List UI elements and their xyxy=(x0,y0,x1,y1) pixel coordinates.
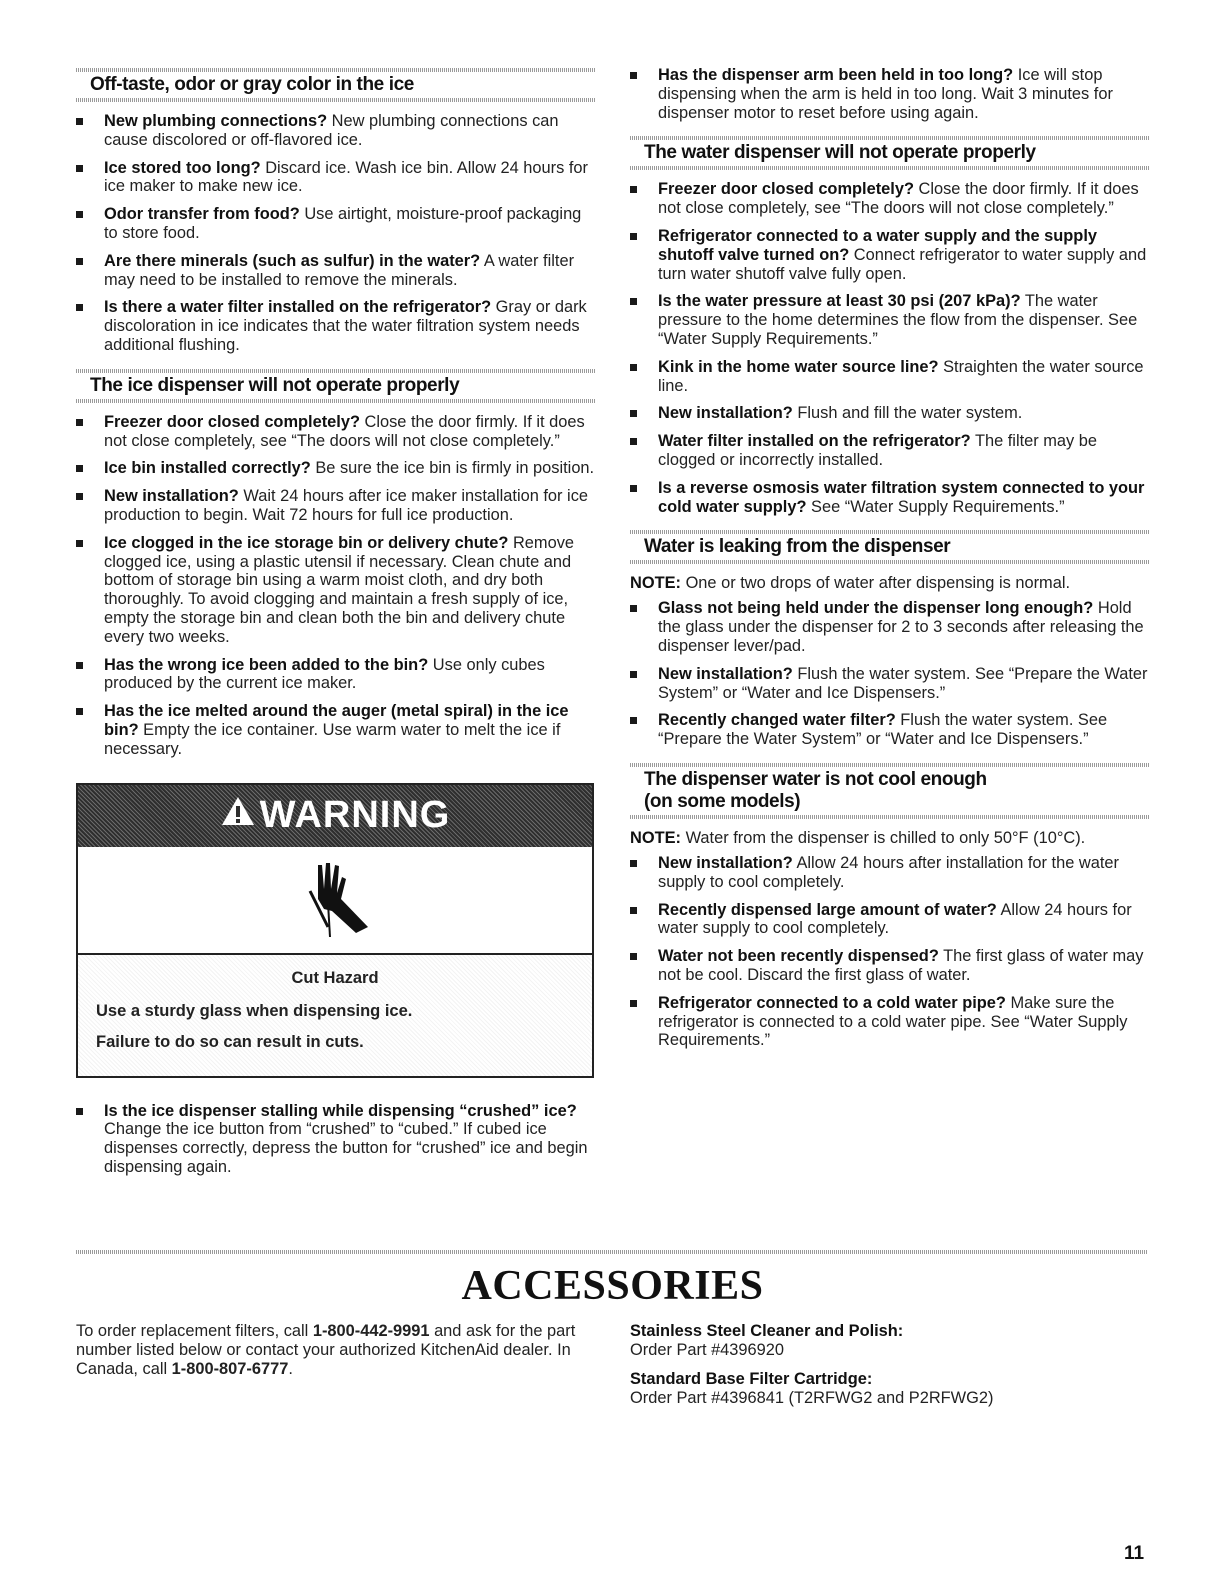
item-answer: A water filter may need to be installed to remove the minerals. xyxy=(104,251,575,289)
item-question: New plumbing connections? xyxy=(104,112,328,130)
item-answer: Use only cubes produced by the current ice maker. xyxy=(104,655,545,693)
intro-text: . xyxy=(288,1360,293,1378)
item-question: Is the water pressure at least 30 psi (207 kPa)? xyxy=(658,292,1021,311)
item-question: Is the ice dispenser stalling while dispensing “crushed” ice? xyxy=(104,1101,577,1120)
item-question: Water filter installed on the refrigerator? xyxy=(658,432,971,451)
accessory-name: Standard Base Filter Cartridge: xyxy=(630,1370,873,1388)
item-question: Kink in the home water source line? xyxy=(658,357,939,376)
note-text: Water from the dispenser is chilled to only 50°F (10°C). xyxy=(685,828,1086,847)
phone-number-us: 1-800-442-9991 xyxy=(312,1322,430,1340)
list-item xyxy=(76,159,596,197)
left-column xyxy=(76,68,596,1191)
page-number: 11 xyxy=(1124,1543,1145,1564)
item-question: Refrigerator connected to a cold water pipe? xyxy=(658,993,1006,1012)
item-question: Ice bin installed correctly? xyxy=(104,459,311,478)
warning-line: Use a sturdy glass when dispensing ice. xyxy=(96,1001,413,1020)
list-item xyxy=(630,180,1150,218)
item-question: Is a reverse osmosis water filtration system connected to your cold water supply? xyxy=(658,478,1145,516)
item-answer: Be sure the ice bin is firmly in position. xyxy=(315,459,595,478)
warning-title: Cut Hazard xyxy=(291,968,379,987)
item-answer: Flush and fill the water system. xyxy=(797,404,1023,423)
item-question: Odor transfer from food? xyxy=(104,205,300,224)
list-item xyxy=(76,112,596,150)
troubleshoot-list xyxy=(630,854,1150,1050)
troubleshoot-list xyxy=(76,1102,596,1177)
section-heading-line: The dispenser water is not cool enough xyxy=(644,768,987,790)
note-label: NOTE: xyxy=(630,828,681,847)
item-question: New installation? xyxy=(658,853,793,872)
item-answer: Hold the glass under the dispenser for 2 to 3 seconds after releasing the dispenser lever/pad. xyxy=(658,599,1144,655)
item-answer: Empty the ice container. Use warm water to melt the ice if necessary. xyxy=(104,720,561,758)
section-heading-line: (on some models) xyxy=(644,790,801,812)
item-question: Recently dispensed large amount of water? xyxy=(658,900,997,919)
item-answer: Flush the water system. See “Prepare the Water System” or “Water and Ice Dispensers.” xyxy=(658,664,1148,702)
warning-banner xyxy=(78,785,592,847)
item-answer: See “Water Supply Requirements.” xyxy=(811,497,1065,516)
item-answer: Ice will stop dispensing when the arm is held in too long. Wait 3 minutes for dispenser motor to reset before using again. xyxy=(658,66,1113,122)
cut-hazard-icon xyxy=(78,847,592,955)
item-answer: Change the ice button from “crushed” to “cubed.” If cubed ice dispenses correctly, depress the button for “crushed” ice and begin dispensing again. xyxy=(104,1120,588,1176)
warning-box xyxy=(76,783,594,1078)
accessories-list xyxy=(630,1322,1150,1418)
phone-number-canada: 1-800-807-6777 xyxy=(171,1360,289,1378)
list-item xyxy=(76,252,596,290)
list-item xyxy=(630,947,1150,985)
accessory-item xyxy=(630,1370,1150,1408)
item-answer: Make sure the refrigerator is connected to a cold water pipe. See “Water Supply Requirements.” xyxy=(658,993,1128,1050)
item-answer: Allow 24 hours for water supply to cool completely. xyxy=(658,900,1132,938)
list-item xyxy=(76,656,596,694)
list-item xyxy=(630,292,1150,348)
item-question: Is there a water filter installed on the refrigerator? xyxy=(104,298,492,317)
item-answer: Flush the water system. See “Prepare the Water System” or “Water and Ice Dispensers.” xyxy=(658,711,1108,749)
accessory-part: Order Part #4396841 (T2RFWG2 and P2RFWG2) xyxy=(630,1389,994,1407)
list-item xyxy=(630,854,1150,892)
note xyxy=(630,574,1150,593)
accessory-name: Stainless Steel Cleaner and Polish: xyxy=(630,1322,904,1340)
item-answer: Discard ice. Wash ice bin. Allow 24 hours for ice maker to make new ice. xyxy=(104,158,588,196)
item-answer: Use airtight, moisture-proof packaging to store food. xyxy=(104,205,582,242)
note xyxy=(630,829,1150,848)
list-item xyxy=(76,534,596,647)
item-answer: Allow 24 hours after installation for the water supply to cool completely. xyxy=(658,853,1119,891)
list-item xyxy=(630,665,1150,703)
list-item xyxy=(76,487,596,525)
section-heading: Water is leaking from the dispenser xyxy=(630,530,1150,564)
intro-text: To order replacement filters, call xyxy=(76,1322,313,1340)
item-answer: Straighten the water source line. xyxy=(658,357,1144,395)
warning-line: Failure to do so can result in cuts. xyxy=(96,1032,364,1051)
list-item xyxy=(76,702,596,758)
list-item xyxy=(76,1102,596,1177)
list-item xyxy=(630,901,1150,939)
note-text: One or two drops of water after dispensing is normal. xyxy=(685,574,1071,593)
item-answer: Close the door firmly. If it does not close completely, see “The doors will not close completely.” xyxy=(104,412,585,450)
list-item xyxy=(76,205,596,243)
item-question: New installation? xyxy=(658,404,793,423)
section-heading: Off-taste, odor or gray color in the ice xyxy=(76,68,596,102)
item-answer: Wait 24 hours after ice maker installation for ice production to begin. Wait 72 hours for full ice production. xyxy=(104,487,589,524)
note-label: NOTE: xyxy=(630,574,681,593)
item-question: Glass not being held under the dispenser long enough? xyxy=(658,599,1094,618)
list-item xyxy=(76,459,596,478)
intro-text: and ask for the part number listed below or contact your authorized KitchenAid dealer. In Canada, call xyxy=(76,1322,576,1378)
troubleshoot-list xyxy=(630,66,1150,122)
item-question: New installation? xyxy=(658,664,793,683)
accessory-part: Order Part #4396920 xyxy=(630,1341,784,1359)
item-answer: Close the door firmly. If it does not close completely, see “The doors will not close completely.” xyxy=(658,180,1139,218)
list-item xyxy=(76,413,596,451)
item-question: Freezer door closed completely? xyxy=(104,412,360,431)
item-answer: Remove clogged ice, using a plastic utensil if necessary. Clean chute and bottom of storage bin using a warm moist cloth, and dry both thoroughly. To avoid clogging and maintain a fresh supply of ice, empty the storage bin and clean both the bin and delivery chute every two weeks. xyxy=(104,533,575,646)
item-question: Has the dispenser arm been held in too long? xyxy=(658,66,1014,84)
warning-word: WARNING xyxy=(259,794,451,837)
right-column xyxy=(630,66,1150,1064)
item-question: Ice stored too long? xyxy=(104,158,261,177)
list-item xyxy=(630,711,1150,749)
section-heading: The ice dispenser will not operate properly xyxy=(76,369,596,403)
item-question: Are there minerals (such as sulfur) in the water? xyxy=(104,251,481,270)
list-item xyxy=(630,227,1150,283)
troubleshoot-list xyxy=(76,413,596,759)
accessories-intro xyxy=(76,1322,596,1379)
item-answer: Connect refrigerator to water supply and turn water shutoff valve fully open. xyxy=(658,245,1147,283)
item-question: Refrigerator connected to a water supply and the supply shutoff valve turned on? xyxy=(658,226,1097,264)
item-answer: Gray or dark discoloration in ice indicates that the water filtration system needs additional flushing. xyxy=(104,298,587,354)
item-question: Ice clogged in the ice storage bin or delivery chute? xyxy=(104,533,509,552)
list-item xyxy=(630,358,1150,396)
item-question: New installation? xyxy=(104,487,239,506)
troubleshoot-list xyxy=(76,112,596,355)
list-item xyxy=(630,479,1150,517)
warning-text xyxy=(78,955,592,1076)
list-item xyxy=(630,599,1150,655)
accessories-title: ACCESSORIES xyxy=(461,1263,764,1309)
section-heading: The water dispenser will not operate properly xyxy=(630,136,1150,170)
troubleshoot-list xyxy=(630,599,1150,749)
item-question: Has the wrong ice been added to the bin? xyxy=(104,655,429,674)
list-item xyxy=(630,432,1150,470)
item-question: Water not been recently dispensed? xyxy=(658,947,939,966)
list-item xyxy=(630,66,1150,122)
warning-triangle-icon xyxy=(220,794,256,837)
item-answer: The first glass of water may not be cool. Discard the first glass of water. xyxy=(658,947,1144,984)
section-divider xyxy=(76,1250,1148,1254)
list-item xyxy=(76,298,596,354)
item-answer: New plumbing connections can cause discolored or off-flavored ice. xyxy=(104,112,559,149)
item-question: Has the ice melted around the auger (metal spiral) in the ice bin? xyxy=(104,702,569,739)
troubleshoot-list xyxy=(630,180,1150,516)
list-item xyxy=(630,994,1150,1050)
item-question: Recently changed water filter? xyxy=(658,711,896,730)
accessory-item xyxy=(630,1322,1150,1360)
item-answer: The water pressure to the home determines the flow from the dispenser. See “Water Supply Requirements.” xyxy=(658,292,1138,348)
section-heading xyxy=(630,763,1150,819)
item-answer: The filter may be clogged or incorrectly installed. xyxy=(658,432,1098,469)
list-item xyxy=(630,404,1150,423)
item-question: Freezer door closed completely? xyxy=(658,180,914,199)
